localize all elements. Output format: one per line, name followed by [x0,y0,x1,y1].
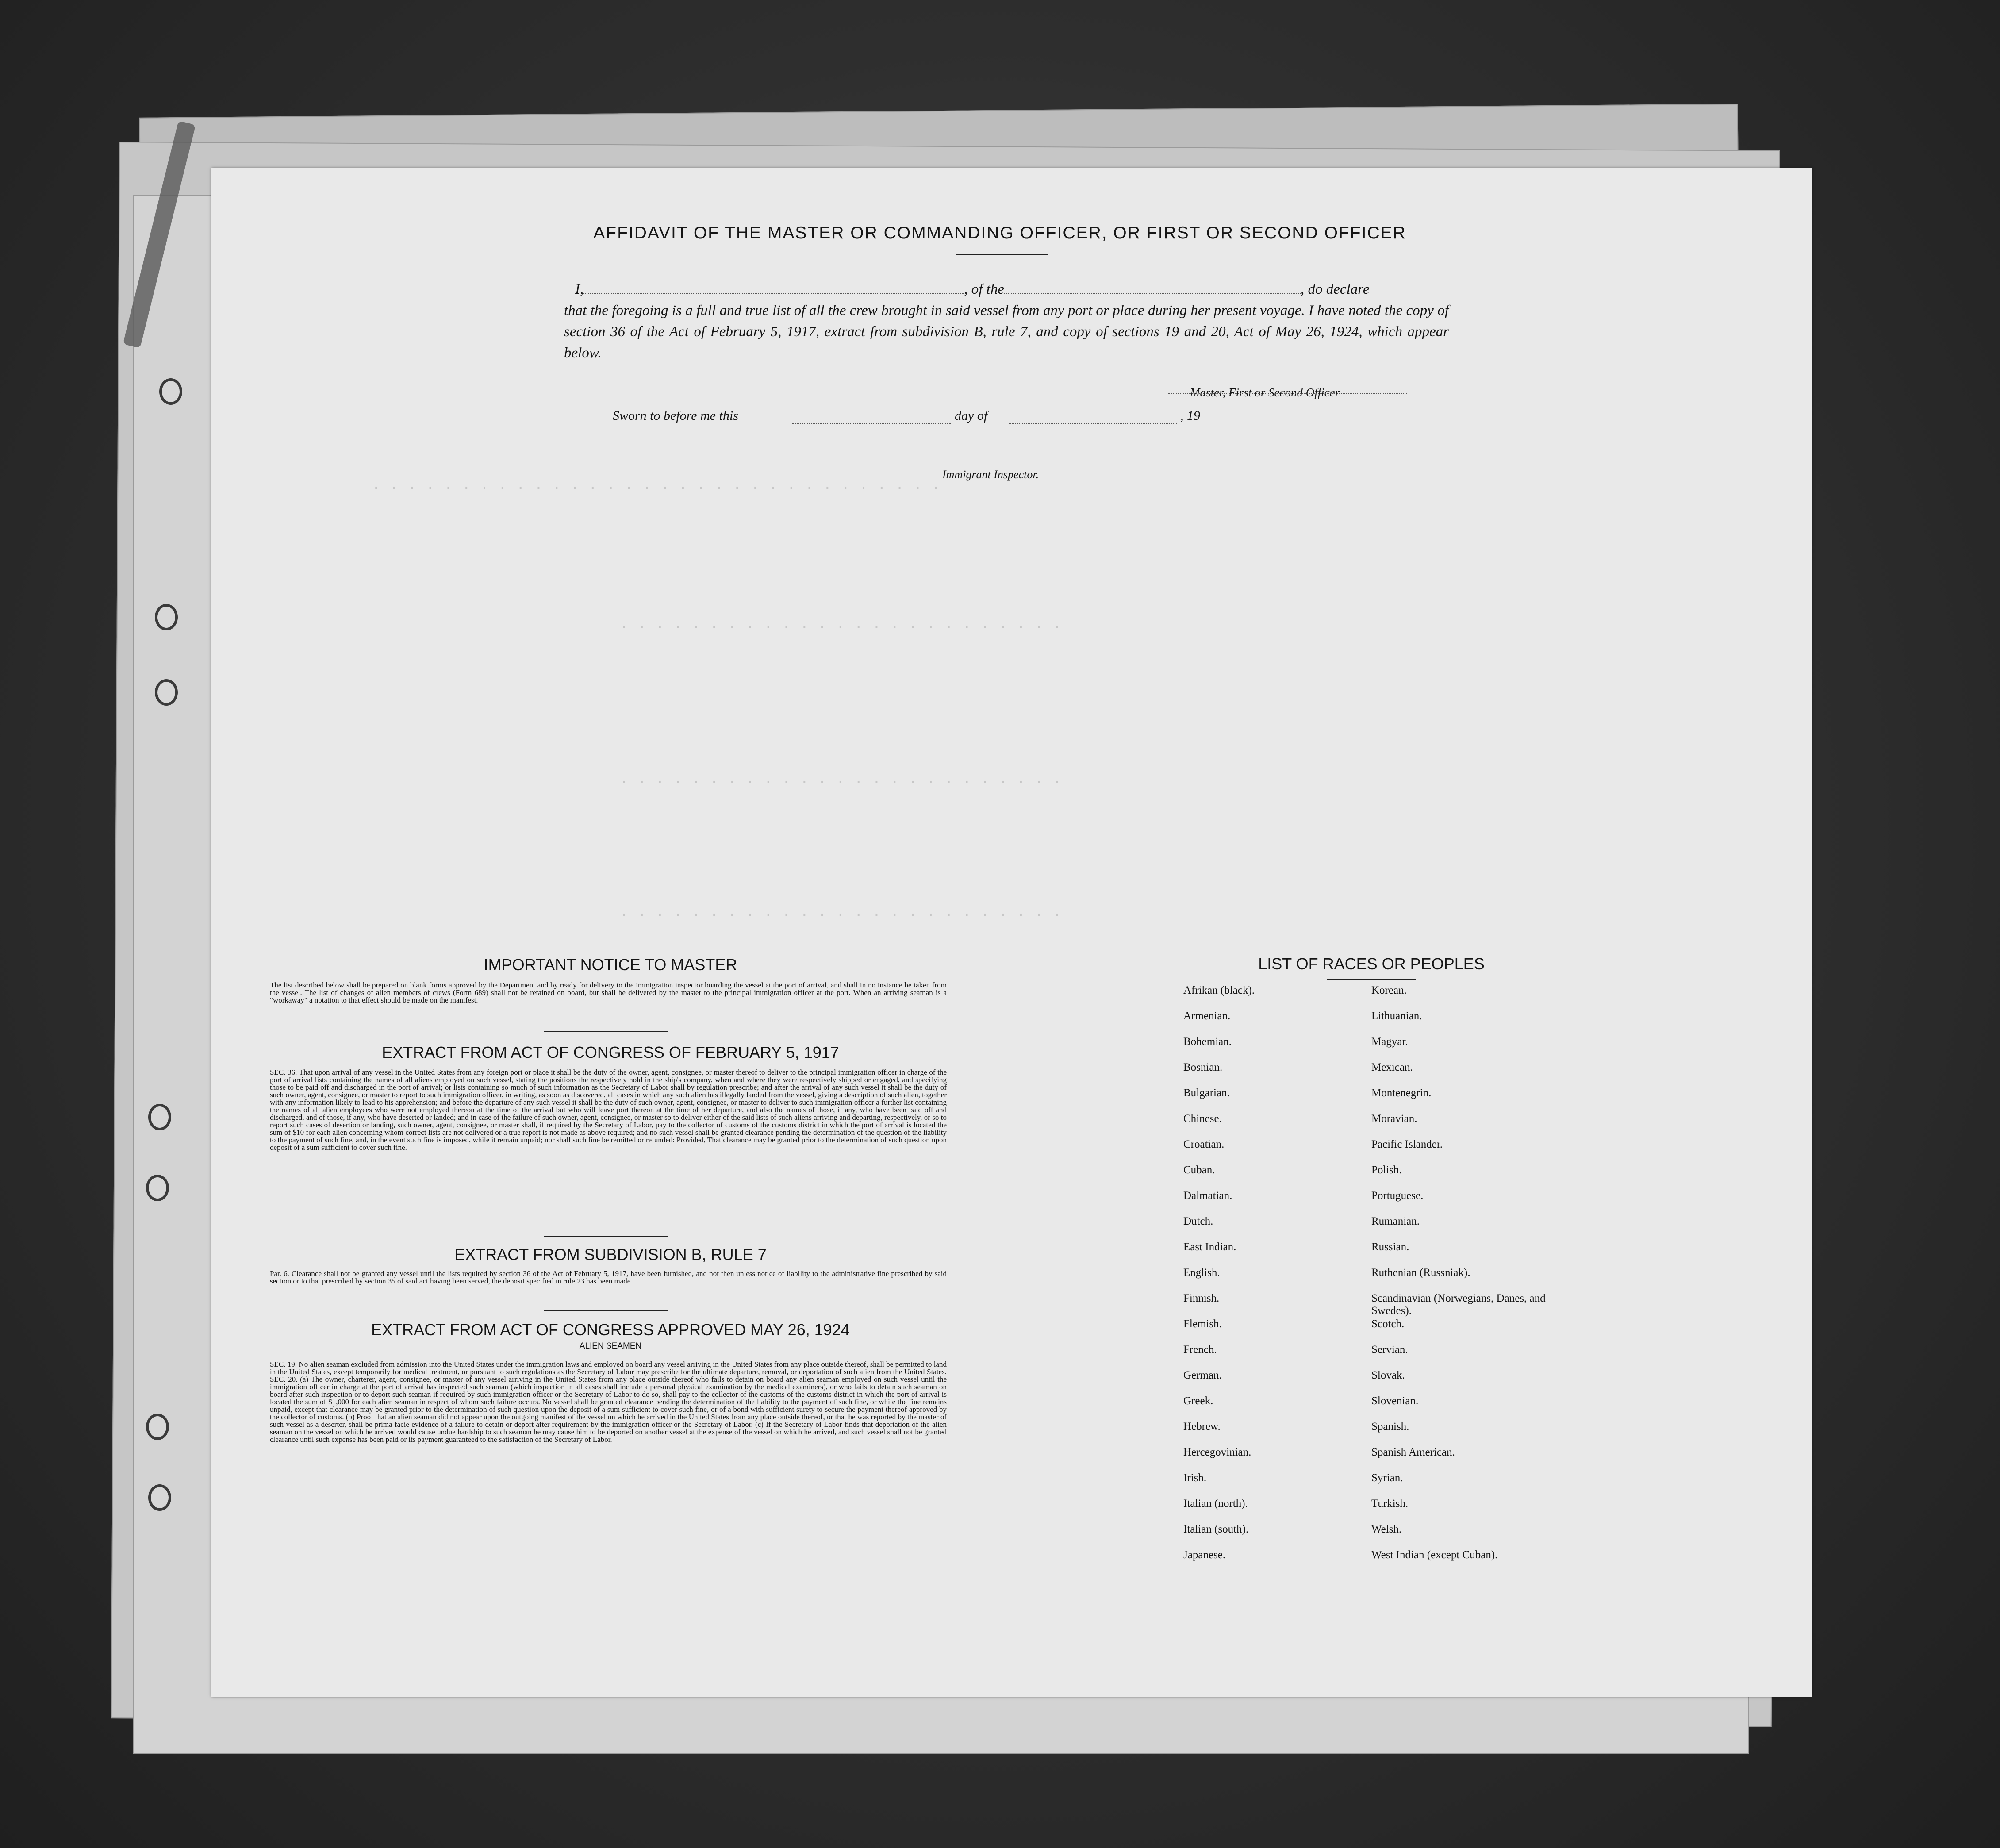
binder-hole [148,1484,171,1511]
race-item: Scandinavian (Norwegians, Danes, and Swedes). [1371,1292,1546,1317]
race-item: Mexican. [1371,1061,1413,1073]
race-item: Dutch. [1183,1215,1213,1227]
race-item: Turkish. [1371,1498,1409,1510]
race-item: Hercegovinian. [1183,1446,1251,1458]
affidavit-i: I, [575,281,584,297]
master-signature-label: Master, First or Second Officer [1190,386,1340,399]
divider [544,1310,668,1311]
race-item: Russian. [1371,1241,1409,1253]
race-item: Spanish American. [1371,1446,1455,1458]
affidavit-of-the: , of the [964,281,1004,297]
race-item: Greek. [1183,1395,1213,1407]
extract-rule7-title: EXTRACT FROM SUBDIVISION B, RULE 7 [454,1245,767,1264]
race-item: Flemish. [1183,1318,1222,1330]
affidavit-declaration-line [564,279,1449,300]
race-item: Polish. [1371,1164,1402,1176]
sworn-month-blank [1009,411,1177,424]
binder-hole [146,1175,169,1201]
affidavit-form-page [211,168,1812,1697]
divider [956,254,1048,255]
bleed-through-text: · · · · · · · · · · · · · · · · · · · · · · · · · · · · · · · · [372,480,940,497]
extract-1924-subtitle: ALIEN SEAMEN [579,1341,642,1351]
race-item: Welsh. [1371,1523,1402,1535]
race-item: Italian (south). [1183,1523,1249,1535]
extract-1924-text: SEC. 19. No alien seaman excluded from admission into the United States under the immigration laws and employed on board any vessel arriving in the United States from any place outside thereof, shall be permitted to land in the United States, except temporarily for medical treatment, or pursuant to such regulations as the Secretary of Labor may prescribe for the ultimate departure, removal, or deportation of such alien from the United States. SEC. 20. (a) The owner, charterer, agent, consignee, or master of any vessel arriving in the United States from any place outside thereof who fails to detain on board any alien seaman employed on such vessel until the immigration officer in charge at the port of arrival has inspected such seaman (which inspection in all cases shall include a personal physical examination by the medical examiners), or who fails to detain such seaman on board after such inspection or to deport such seaman if required by such immigration officer or the Secretary of Labor to do so, shall pay to the collector of the customs of the customs district in which the port of arrival is located the sum of $1,000 for each alien seaman in respect of whom such failure occurs. No vessel shall be granted clearance pending the determination of the liability to the payment of such fine, or while the fine remains unpaid, except that clearance may be granted prior to the determination of such question upon the deposit of a sum sufficient to cover such fine, or of a bond with sufficient surety to secure the payment thereof approved by the collector of customs. (b) Proof that an alien seaman did not appear upon the outgoing manifest of the vessel on which he arrived in the United States from any place outside thereof, or that he was reported by the master of such vessel as a deserter, shall be prima facie evidence of a failure to detain or deport after requirement by the immigration officer or the Secretary of Labor. (c) If the Secretary of Labor finds that deportation of the alien seaman on the vessel on which he arrived would cause undue hardship to such seaman he may cause him to be deported on another vessel at the expense of the vessel on which he arrived, and such vessel shall not be granted clearance until such expense has been paid or its payment guaranteed to the satisfaction of the Secretary of Labor. [270,1360,947,1444]
divider [1327,979,1416,980]
race-item: West Indian (except Cuban). [1371,1549,1498,1561]
race-item: Irish. [1183,1472,1207,1484]
race-item: Chinese. [1183,1113,1222,1125]
race-item: Dalmatian. [1183,1190,1232,1202]
race-item: Italian (north). [1183,1498,1248,1510]
race-item: Syrian. [1371,1472,1403,1484]
race-item: Pacific Islander. [1371,1138,1443,1150]
affidavit-statement: that the foregoing is a full and true list of all the crew brought in said vessel from any port or place during her present voyage. I have noted the copy of section 36 of the Act of February 5, 1917, extract from subdivision B, rule 7, and copy of sections 19 and 20, Act of May 26, 1924, which appear below. [564,303,1449,361]
sworn-label: Sworn to before me this [613,408,738,423]
race-item: German. [1183,1369,1222,1381]
bleed-through-text: · · · · · · · · · · · · · · · · · · · · · · · · · [619,774,1062,791]
notice-title: IMPORTANT NOTICE TO MASTER [484,956,737,974]
race-item: Cuban. [1183,1164,1215,1176]
race-item: Bosnian. [1183,1061,1223,1073]
race-item: Rumanian. [1371,1215,1420,1227]
race-item: Ruthenian (Russniak). [1371,1267,1470,1279]
race-item: Japanese. [1183,1549,1226,1561]
binder-hole [155,679,178,706]
race-item: Portuguese. [1371,1190,1424,1202]
race-item: Bohemian. [1183,1036,1232,1048]
bleed-through-text: · · · · · · · · · · · · · · · · · · · · · · · · · [619,907,1062,924]
affidavit-body [564,279,1449,364]
race-item: Scotch. [1371,1318,1405,1330]
affidavit-do-declare: , do declare [1300,281,1370,297]
extract-1917-text: SEC. 36. That upon arrival of any vessel in the United States from any foreign port or place it shall be the duty of the owner, agent, consignee, or master thereof to deliver to the principal immigration officer in charge of the port of arrival lists containing the names of all aliens employed on such vessel, stating the positions the respectively hold in the ship's company, when and where they were respectively shipped or engaged, and specifying those to be paid off and discharged in the port of arrival; or lists containing so much of such information as the Secretary of Labor shall by regulation prescribe; and after the arrival of any such vessel it shall be the duty of such owner, agent, consignee, or master to report to such immigration officer, in writing, as soon as discovered, all cases in which any such alien has illegally landed from the vessel, giving a description of such alien, together with any information likely to lead to his apprehension; and before the departure of any such vessel it shall be the duty of such owner, agent, consignee, or master to deliver to such immigration officer a further list containing the names of all alien employees who were not employed thereon at the time of the arrival but who will leave port thereon at the time of her departure, and also the names of those, if any, who have been paid off and discharged, and of those, if any, who have deserted or landed; and in case of the failure of such owner, agent, consignee, or master so to deliver either of the said lists of such aliens arriving and departing, respectively, or so to report such cases of desertion or landing, such owner, agent, consignee, or master shall, if required by the Secretary of Labor, pay to the collector of customs of the customs district in which the port of arrival is located the sum of $10 for each alien concerning whom correct lists are not delivered or a true report is not made as above required; and no such vessel shall be granted clearance pending the determination of the question of the liability to the payment of such fine, and, in the event such fine is imposed, while it remain unpaid; nor shall such fine be remitted or refunded: Provided, That clearance may be granted prior to the determination of such question upon deposit of a sum sufficient to cover such fine. [270,1068,947,1152]
race-item: Bulgarian. [1183,1087,1230,1099]
race-item: French. [1183,1344,1217,1356]
race-item: East Indian. [1183,1241,1236,1253]
extract-1924-title: EXTRACT FROM ACT OF CONGRESS APPROVED MAY 26, 1924 [371,1321,850,1339]
races-left-column [1183,984,1369,1575]
binder-hole [146,1414,169,1440]
binder-hole [148,1104,171,1130]
divider [544,1236,668,1237]
race-item: Lithuanian. [1371,1010,1422,1022]
notice-text: The list described below shall be prepared on blank forms approved by the Department and by ready for delivery to the immigration inspector boarding the vessel at the port of arrival, and shall in no instance be taken from the vessel. The list of changes of alien members of crews (Form 689) shall not be retained on board, but shall be delivered by the master to the principal immigration officer at the port. When an arriving seaman is a "workaway" a notation to that effect should be made on the manifest. [270,981,947,1004]
race-item: Finnish. [1183,1292,1220,1304]
race-item: Slovak. [1371,1369,1405,1381]
race-item: Slovenian. [1371,1395,1419,1407]
inspector-label: Immigrant Inspector. [942,468,1039,481]
master-signature-line [1168,381,1407,394]
bleed-through-text: · · · · · · · · · · · · · · · · · · · · · · · · · [619,619,1062,636]
race-item: Magyar. [1371,1036,1408,1048]
year-label: , 19 [1180,408,1200,423]
races-title: LIST OF RACES OR PEOPLES [1258,955,1485,973]
race-item: Armenian. [1183,1010,1231,1022]
race-item: Afrikan (black). [1183,984,1255,996]
race-item: English. [1183,1267,1220,1279]
extract-rule7-text: Par. 6. Clearance shall not be granted any vessel until the lists required by section 36 of the Act of February 5, 1917, have been furnished, and not then unless notice of liability to the administrative fine prescribed by said section or to that prescribed by section 35 of said act having been served, the deposit specified in rule 23 has been made. [270,1269,947,1285]
race-item: Servian. [1371,1344,1408,1356]
extract-1917-title: EXTRACT FROM ACT OF CONGRESS OF FEBRUARY 5, 1917 [382,1043,839,1061]
race-item: Moravian. [1371,1113,1417,1125]
race-item: Spanish. [1371,1421,1409,1433]
inspector-signature-line [752,449,1035,461]
race-item: Croatian. [1183,1138,1225,1150]
race-item: Montenegrin. [1371,1087,1432,1099]
affidavit-title: AFFIDAVIT OF THE MASTER OR COMMANDING OFFICER, OR FIRST OR SECOND OFFICER [593,223,1406,242]
binder-hole [159,378,182,405]
vessel-blank [1004,281,1301,294]
day-of-label: day of [955,408,988,423]
divider [544,1031,668,1032]
name-blank [583,281,964,294]
sworn-day-blank [792,411,951,424]
race-item: Hebrew. [1183,1421,1221,1433]
binder-hole [155,604,178,630]
races-right-column [1371,984,1557,1575]
race-item: Korean. [1371,984,1407,996]
